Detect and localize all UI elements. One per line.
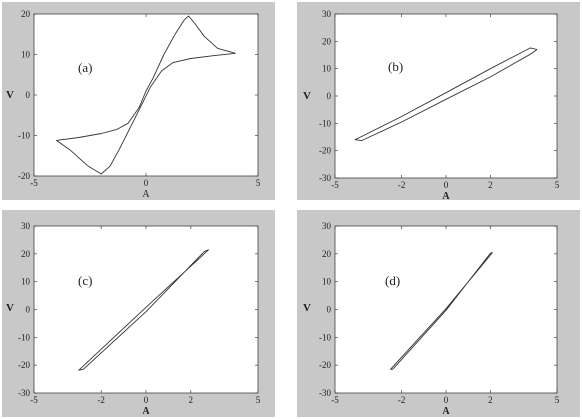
y-tick-label: 0: [326, 304, 331, 315]
y-tick-label: 0: [25, 304, 30, 315]
plot-area: [34, 226, 258, 393]
y-tick-label: -10: [18, 130, 30, 141]
y-tick-label: 20: [322, 248, 331, 259]
y-axis-label: V: [6, 302, 14, 314]
x-tick-label: 2: [188, 395, 194, 405]
x-tick-label: 2: [488, 395, 493, 405]
y-tick-label: 10: [322, 63, 331, 74]
y-tick-label: 30: [322, 221, 331, 231]
y-axis-label: V: [6, 89, 14, 101]
panel-a: [2, 2, 275, 200]
y-tick-label: 0: [326, 91, 331, 101]
panel-c: [2, 210, 275, 417]
x-tick-label: -5: [331, 180, 339, 190]
x-tick-label: 5: [255, 395, 261, 405]
y-tick-label: -30: [319, 173, 331, 183]
x-tick-label: -2: [97, 395, 105, 405]
y-tick-label: 30: [322, 9, 331, 19]
x-axis-label: A: [142, 406, 150, 417]
y-tick-label: 10: [21, 49, 30, 60]
x-tick-label: 0: [143, 395, 149, 405]
y-tick-label: 20: [21, 248, 30, 259]
panel-label: (a): [78, 60, 93, 75]
x-tick-label: 5: [554, 395, 560, 405]
y-tick-label: -10: [18, 332, 30, 343]
x-tick-label: 0: [443, 395, 449, 405]
panel-label: (c): [78, 273, 93, 288]
x-tick-label: -5: [30, 178, 38, 188]
y-tick-label: -20: [319, 360, 331, 371]
x-axis-label: A: [142, 189, 150, 200]
y-tick-label: -10: [319, 332, 331, 343]
y-tick-label: -20: [18, 360, 30, 371]
plot-area: [335, 226, 557, 393]
x-tick-label: -5: [30, 395, 38, 405]
panel-b: [297, 2, 580, 202]
y-tick-label: -10: [319, 118, 331, 129]
y-tick-label: -20: [18, 171, 30, 181]
panel-label: (b): [388, 59, 404, 74]
panel-d: [297, 210, 580, 417]
x-tick-label: -2: [397, 395, 406, 405]
y-tick-label: -30: [319, 388, 331, 398]
y-tick-label: 0: [25, 90, 30, 100]
y-tick-label: 20: [21, 9, 30, 19]
y-tick-label: 30: [21, 221, 30, 231]
y-tick-label: 10: [21, 276, 30, 287]
x-axis-label: A: [442, 191, 450, 202]
panel-label: (d): [385, 273, 401, 288]
x-tick-label: 0: [443, 180, 449, 190]
x-tick-label: 2: [488, 180, 493, 190]
plot-area: [335, 14, 557, 178]
x-axis-label: A: [442, 406, 450, 417]
y-tick-label: 10: [322, 276, 331, 287]
x-tick-label: -5: [331, 395, 339, 405]
y-tick-label: 20: [322, 36, 331, 47]
y-tick-label: -20: [319, 145, 331, 156]
x-tick-label: 0: [143, 178, 149, 188]
x-tick-label: 5: [255, 178, 261, 188]
x-tick-label: -2: [397, 180, 406, 190]
y-axis-label: V: [303, 90, 311, 102]
y-tick-label: -30: [18, 388, 30, 398]
x-tick-label: 5: [554, 180, 560, 190]
y-axis-label: V: [303, 302, 311, 314]
